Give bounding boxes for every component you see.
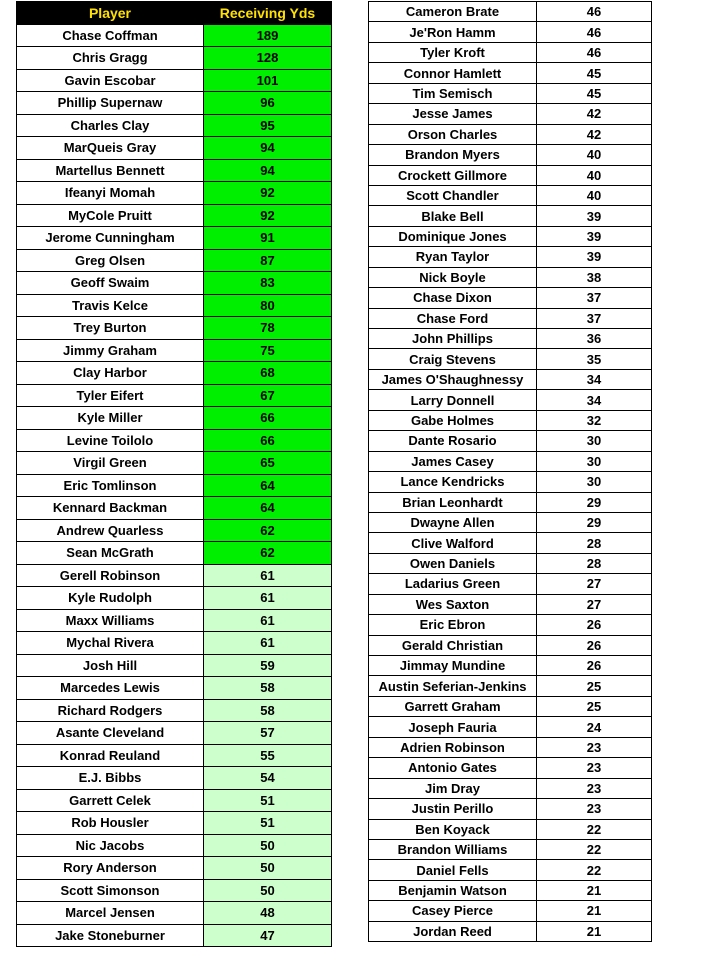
receiving-yds-cell: 57 [204, 722, 332, 745]
table-row [369, 451, 652, 471]
receiving-yds-cell: 83 [204, 272, 332, 295]
player-name-cell: Larry Donnell [369, 390, 537, 410]
receiving-yds-cell: 61 [204, 587, 332, 610]
table-row [369, 880, 652, 900]
receiving-yds-cell: 65 [204, 452, 332, 475]
player-name-cell: Jim Dray [369, 778, 537, 798]
receiving-yds-cell: 62 [204, 542, 332, 565]
player-name-cell: Kennard Backman [17, 497, 204, 520]
table-row [369, 635, 652, 655]
receiving-yds-cell: 39 [537, 206, 652, 226]
player-name-cell: Clive Walford [369, 533, 537, 553]
player-column-header: Player [17, 2, 204, 25]
player-name-cell: Joseph Fauria [369, 717, 537, 737]
table-row [369, 104, 652, 124]
player-name-cell: Konrad Reuland [17, 744, 204, 767]
receiving-yds-column-header: Receiving Yds [204, 2, 332, 25]
receiving-yds-cell: 50 [204, 879, 332, 902]
receiving-yds-cell: 40 [537, 185, 652, 205]
player-name-cell: Cameron Brate [369, 2, 537, 22]
table-row [369, 63, 652, 83]
table-row [369, 2, 652, 22]
table-row [369, 819, 652, 839]
receiving-yds-cell: 26 [537, 615, 652, 635]
table-row [17, 609, 332, 632]
player-name-cell: Garrett Celek [17, 789, 204, 812]
player-name-cell: Kyle Miller [17, 407, 204, 430]
receiving-yds-cell: 95 [204, 114, 332, 137]
table-row [17, 384, 332, 407]
table-row [369, 42, 652, 62]
player-name-cell: Brandon Myers [369, 145, 537, 165]
table-row [17, 137, 332, 160]
receiving-yds-cell: 45 [537, 63, 652, 83]
player-name-cell: Levine Toilolo [17, 429, 204, 452]
receiving-yds-cell: 46 [537, 22, 652, 42]
table-row [17, 294, 332, 317]
receiving-yds-cell: 22 [537, 860, 652, 880]
player-name-cell: Ben Koyack [369, 819, 537, 839]
player-name-cell: Antonio Gates [369, 758, 537, 778]
receiving-yds-cell: 23 [537, 737, 652, 757]
receiving-yds-cell: 64 [204, 474, 332, 497]
receiving-yds-cell: 27 [537, 594, 652, 614]
player-name-cell: Clay Harbor [17, 362, 204, 385]
receiving-yds-cell: 24 [537, 717, 652, 737]
receiving-yds-cell: 28 [537, 553, 652, 573]
player-name-cell: MyCole Pruitt [17, 204, 204, 227]
table-row [17, 159, 332, 182]
receiving-yds-cell: 55 [204, 744, 332, 767]
receiving-yds-cell: 39 [537, 247, 652, 267]
table-row [369, 267, 652, 287]
table-row [369, 921, 652, 941]
table-row [17, 834, 332, 857]
player-name-cell: Tyler Eifert [17, 384, 204, 407]
receiving-yds-cell: 29 [537, 492, 652, 512]
table-row [369, 717, 652, 737]
table-row [17, 249, 332, 272]
player-name-cell: Ryan Taylor [369, 247, 537, 267]
receiving-yds-cell: 101 [204, 69, 332, 92]
receiving-yds-cell: 25 [537, 696, 652, 716]
player-name-cell: Chase Coffman [17, 24, 204, 47]
player-name-cell: Craig Stevens [369, 349, 537, 369]
receiving-yds-cell: 66 [204, 407, 332, 430]
player-name-cell: Crockett Gillmore [369, 165, 537, 185]
player-name-cell: Phillip Supernaw [17, 92, 204, 115]
receiving-yds-cell: 67 [204, 384, 332, 407]
receiving-yds-cell: 37 [537, 288, 652, 308]
player-name-cell: MarQueis Gray [17, 137, 204, 160]
table-row [17, 182, 332, 205]
table-row [369, 901, 652, 921]
table-row [17, 587, 332, 610]
table-row [17, 654, 332, 677]
table-row [369, 860, 652, 880]
player-name-cell: Charles Clay [17, 114, 204, 137]
player-name-cell: Orson Charles [369, 124, 537, 144]
table-row [17, 47, 332, 70]
player-name-cell: Jimmy Graham [17, 339, 204, 362]
table-row [369, 185, 652, 205]
receiving-yds-cell: 128 [204, 47, 332, 70]
receiving-yds-cell: 48 [204, 902, 332, 925]
table-row [17, 924, 332, 947]
player-name-cell: Asante Cleveland [17, 722, 204, 745]
player-name-cell: Rob Housler [17, 812, 204, 835]
table-row [369, 145, 652, 165]
table-row [369, 553, 652, 573]
receiving-yds-cell: 26 [537, 656, 652, 676]
player-name-cell: Justin Perillo [369, 799, 537, 819]
table-row [17, 632, 332, 655]
player-name-cell: Jerome Cunningham [17, 227, 204, 250]
player-name-cell: Chase Ford [369, 308, 537, 328]
table-row [17, 879, 332, 902]
table-row [369, 22, 652, 42]
receiving-yds-cell: 30 [537, 431, 652, 451]
player-name-cell: Trey Burton [17, 317, 204, 340]
receiving-yds-cell: 23 [537, 778, 652, 798]
table-row [17, 812, 332, 835]
receiving-yds-cell: 58 [204, 677, 332, 700]
table-row [369, 349, 652, 369]
table-row [17, 204, 332, 227]
receiving-yds-cell: 23 [537, 799, 652, 819]
player-name-cell: Geoff Swaim [17, 272, 204, 295]
player-name-cell: John Phillips [369, 329, 537, 349]
table-row [17, 542, 332, 565]
player-name-cell: Josh Hill [17, 654, 204, 677]
table-row [369, 206, 652, 226]
table-row [369, 839, 652, 859]
receiving-yds-cell: 46 [537, 2, 652, 22]
player-name-cell: Marcedes Lewis [17, 677, 204, 700]
receiving-yds-cell: 47 [204, 924, 332, 947]
table-row [17, 767, 332, 790]
receiving-yards-table-right [368, 1, 652, 942]
table-row [17, 744, 332, 767]
receiving-yds-cell: 94 [204, 137, 332, 160]
table-row [369, 165, 652, 185]
player-name-cell: Gavin Escobar [17, 69, 204, 92]
receiving-yds-cell: 42 [537, 124, 652, 144]
receiving-yds-cell: 61 [204, 632, 332, 655]
table-row [369, 574, 652, 594]
player-name-cell: Brian Leonhardt [369, 492, 537, 512]
table-row [17, 722, 332, 745]
player-name-cell: Chase Dixon [369, 288, 537, 308]
table-row [369, 431, 652, 451]
player-name-cell: Austin Seferian-Jenkins [369, 676, 537, 696]
receiving-yds-cell: 30 [537, 472, 652, 492]
player-name-cell: Eric Tomlinson [17, 474, 204, 497]
receiving-yds-cell: 38 [537, 267, 652, 287]
player-name-cell: Gabe Holmes [369, 410, 537, 430]
table-row [17, 699, 332, 722]
table-row [369, 410, 652, 430]
player-name-cell: Lance Kendricks [369, 472, 537, 492]
receiving-yds-cell: 35 [537, 349, 652, 369]
table-row [369, 329, 652, 349]
player-name-cell: Nick Boyle [369, 267, 537, 287]
player-name-cell: Jordan Reed [369, 921, 537, 941]
receiving-yds-cell: 64 [204, 497, 332, 520]
receiving-yds-cell: 21 [537, 921, 652, 941]
player-name-cell: Andrew Quarless [17, 519, 204, 542]
receiving-yds-cell: 61 [204, 564, 332, 587]
receiving-yds-cell: 61 [204, 609, 332, 632]
player-name-cell: Dominique Jones [369, 226, 537, 246]
receiving-yds-cell: 80 [204, 294, 332, 317]
receiving-yds-cell: 62 [204, 519, 332, 542]
receiving-yds-cell: 78 [204, 317, 332, 340]
table-row [369, 472, 652, 492]
receiving-yds-cell: 26 [537, 635, 652, 655]
table-row [369, 696, 652, 716]
table-row [17, 114, 332, 137]
table-row [17, 24, 332, 47]
receiving-yds-cell: 54 [204, 767, 332, 790]
player-name-cell: Virgil Green [17, 452, 204, 475]
table-row [17, 519, 332, 542]
right-table-body [369, 2, 652, 942]
player-name-cell: Mychal Rivera [17, 632, 204, 655]
receiving-yds-cell: 21 [537, 901, 652, 921]
receiving-yds-cell: 22 [537, 819, 652, 839]
receiving-yds-cell: 51 [204, 812, 332, 835]
table-row [17, 429, 332, 452]
player-name-cell: Benjamin Watson [369, 880, 537, 900]
receiving-yds-cell: 30 [537, 451, 652, 471]
table-row [17, 362, 332, 385]
table-row [17, 474, 332, 497]
receiving-yds-cell: 32 [537, 410, 652, 430]
player-name-cell: Tyler Kroft [369, 42, 537, 62]
receiving-yds-cell: 34 [537, 369, 652, 389]
player-name-cell: Gerell Robinson [17, 564, 204, 587]
table-row [369, 799, 652, 819]
receiving-yds-cell: 42 [537, 104, 652, 124]
player-name-cell: Rory Anderson [17, 857, 204, 880]
player-name-cell: Travis Kelce [17, 294, 204, 317]
receiving-yds-cell: 45 [537, 83, 652, 103]
table-row [17, 407, 332, 430]
table-row [17, 272, 332, 295]
player-name-cell: Je'Ron Hamm [369, 22, 537, 42]
player-name-cell: E.J. Bibbs [17, 767, 204, 790]
receiving-yds-cell: 29 [537, 512, 652, 532]
table-row [17, 317, 332, 340]
table-row [17, 339, 332, 362]
table-row [17, 677, 332, 700]
player-name-cell: Nic Jacobs [17, 834, 204, 857]
player-name-cell: Chris Gragg [17, 47, 204, 70]
table-row [369, 226, 652, 246]
receiving-yds-cell: 39 [537, 226, 652, 246]
receiving-yds-cell: 92 [204, 204, 332, 227]
player-name-cell: James O'Shaughnessy [369, 369, 537, 389]
table-row [17, 227, 332, 250]
player-name-cell: Marcel Jensen [17, 902, 204, 925]
receiving-yds-cell: 94 [204, 159, 332, 182]
receiving-yds-cell: 51 [204, 789, 332, 812]
table-row [369, 533, 652, 553]
player-name-cell: Maxx Williams [17, 609, 204, 632]
table-row [369, 288, 652, 308]
receiving-yds-cell: 25 [537, 676, 652, 696]
receiving-yds-cell: 27 [537, 574, 652, 594]
table-row [369, 758, 652, 778]
player-name-cell: Martellus Bennett [17, 159, 204, 182]
receiving-yds-cell: 37 [537, 308, 652, 328]
receiving-yds-cell: 59 [204, 654, 332, 677]
player-name-cell: Adrien Robinson [369, 737, 537, 757]
player-name-cell: Gerald Christian [369, 635, 537, 655]
receiving-yds-cell: 36 [537, 329, 652, 349]
receiving-yds-cell: 75 [204, 339, 332, 362]
receiving-yds-cell: 87 [204, 249, 332, 272]
player-name-cell: Connor Hamlett [369, 63, 537, 83]
player-name-cell: Eric Ebron [369, 615, 537, 635]
player-name-cell: Garrett Graham [369, 696, 537, 716]
table-row [369, 492, 652, 512]
table-row [369, 778, 652, 798]
table-row [17, 452, 332, 475]
table-row [369, 124, 652, 144]
table-row [369, 390, 652, 410]
table-row [17, 69, 332, 92]
table-row [369, 656, 652, 676]
player-name-cell: Jake Stoneburner [17, 924, 204, 947]
player-name-cell: Daniel Fells [369, 860, 537, 880]
table-row [369, 676, 652, 696]
player-name-cell: Kyle Rudolph [17, 587, 204, 610]
table-row [369, 615, 652, 635]
player-name-cell: James Casey [369, 451, 537, 471]
receiving-yds-cell: 92 [204, 182, 332, 205]
player-name-cell: Casey Pierce [369, 901, 537, 921]
player-name-cell: Ifeanyi Momah [17, 182, 204, 205]
receiving-yds-cell: 34 [537, 390, 652, 410]
table-row [369, 308, 652, 328]
receiving-yds-cell: 50 [204, 857, 332, 880]
player-name-cell: Wes Saxton [369, 594, 537, 614]
table-row [17, 564, 332, 587]
table-row [17, 497, 332, 520]
table-row [17, 789, 332, 812]
player-name-cell: Dwayne Allen [369, 512, 537, 532]
table-row [17, 857, 332, 880]
receiving-yds-cell: 66 [204, 429, 332, 452]
player-name-cell: Scott Simonson [17, 879, 204, 902]
receiving-yds-cell: 21 [537, 880, 652, 900]
player-name-cell: Sean McGrath [17, 542, 204, 565]
player-name-cell: Jesse James [369, 104, 537, 124]
receiving-yds-cell: 189 [204, 24, 332, 47]
table-row [369, 369, 652, 389]
receiving-yds-cell: 40 [537, 165, 652, 185]
player-name-cell: Scott Chandler [369, 185, 537, 205]
receiving-yds-cell: 28 [537, 533, 652, 553]
header-row [17, 2, 332, 25]
receiving-yds-cell: 46 [537, 42, 652, 62]
table-row [369, 737, 652, 757]
player-name-cell: Greg Olsen [17, 249, 204, 272]
player-name-cell: Ladarius Green [369, 574, 537, 594]
player-name-cell: Blake Bell [369, 206, 537, 226]
table-row [17, 902, 332, 925]
table-row [369, 512, 652, 532]
receiving-yds-cell: 96 [204, 92, 332, 115]
table-row [369, 83, 652, 103]
player-name-cell: Brandon Williams [369, 839, 537, 859]
player-name-cell: Richard Rodgers [17, 699, 204, 722]
left-table-body [17, 24, 332, 947]
player-name-cell: Owen Daniels [369, 553, 537, 573]
table-row [17, 92, 332, 115]
table-row [369, 594, 652, 614]
receiving-yds-cell: 68 [204, 362, 332, 385]
receiving-yds-cell: 91 [204, 227, 332, 250]
receiving-yds-cell: 50 [204, 834, 332, 857]
receiving-yds-cell: 58 [204, 699, 332, 722]
receiving-yards-table-left [16, 1, 332, 947]
player-name-cell: Jimmay Mundine [369, 656, 537, 676]
receiving-yds-cell: 40 [537, 145, 652, 165]
receiving-yds-cell: 22 [537, 839, 652, 859]
table-row [369, 247, 652, 267]
receiving-yds-cell: 23 [537, 758, 652, 778]
player-name-cell: Dante Rosario [369, 431, 537, 451]
player-name-cell: Tim Semisch [369, 83, 537, 103]
